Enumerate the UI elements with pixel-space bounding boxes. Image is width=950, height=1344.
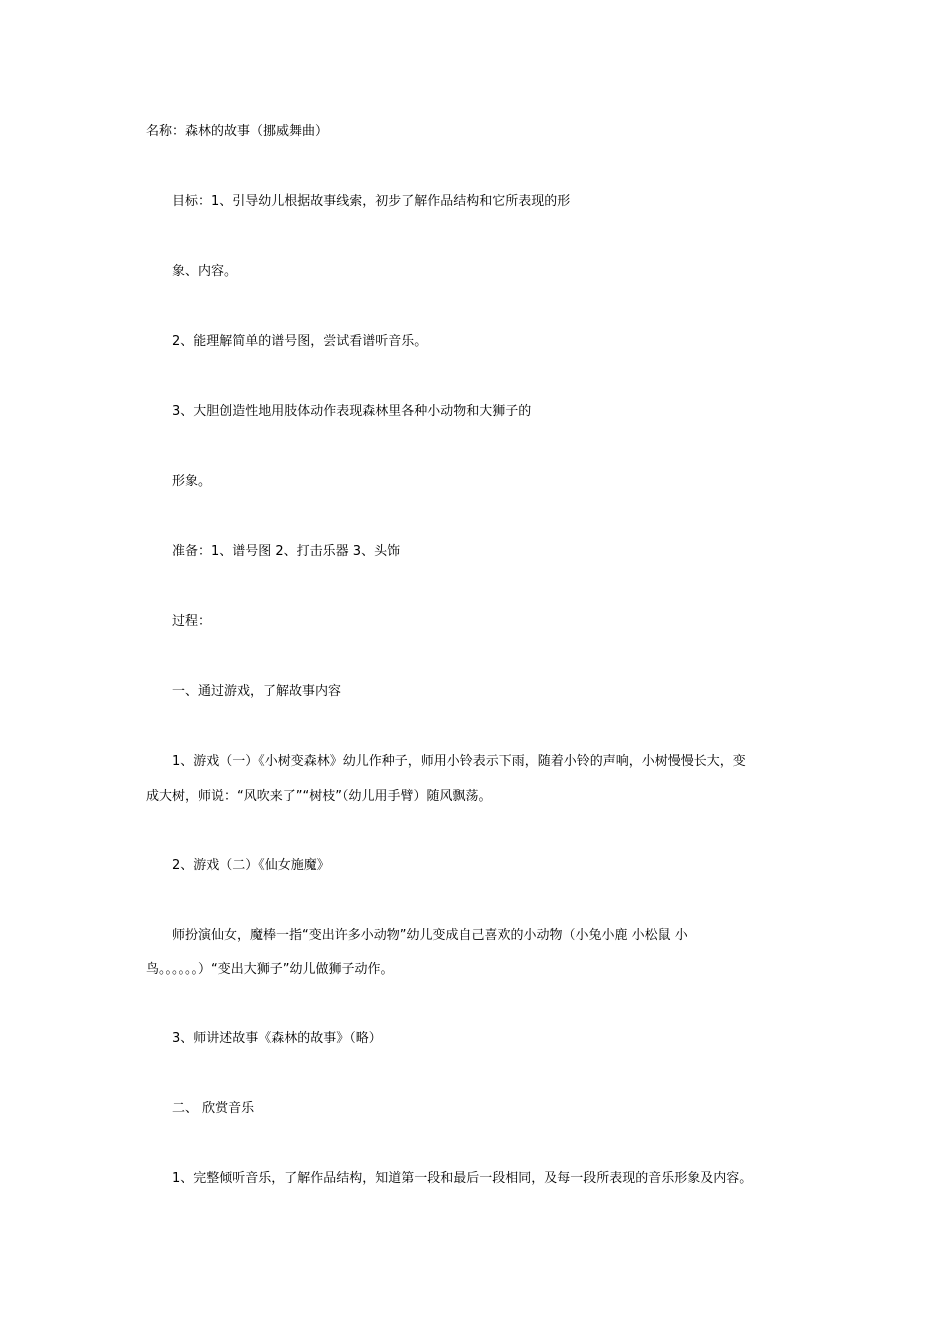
section-1-item-2-line-2: 鸟。。。。。。）“变出大狮子”幼儿做狮子动作。 [146, 962, 394, 977]
section-1-item-1-line-1: 1、游戏（一）《小树变森林》幼儿作种子，师用小铃表示下雨，随着小铃的声响，小树慢慢长大，变 [172, 754, 746, 769]
goal-3-line-1: 3、大胆创造性地用肢体动作表现森林里各种小动物和大狮子的 [172, 404, 532, 419]
goal-1-line-1: 目标：1、引导幼儿根据故事线索，初步了解作品结构和它所表现的形 [172, 194, 571, 209]
document-title: 名称：森林的故事（挪威舞曲） [146, 124, 329, 139]
section-1-item-3: 3、师讲述故事《森林的故事》（略） [172, 1031, 382, 1046]
preparation: 准备：1、谱号图 2、打击乐器 3、头饰 [172, 544, 401, 559]
section-1-item-1-line-2: 成大树，师说：“风吹来了”“树枝”（幼儿用手臂）随风飘荡。 [146, 789, 492, 804]
section-2-heading: 二、 欣赏音乐 [172, 1101, 255, 1116]
goal-2: 2、能理解简单的谱号图，尝试看谱听音乐。 [172, 334, 428, 349]
goal-3-line-2: 形象。 [172, 474, 212, 489]
process-heading: 过程： [172, 614, 212, 629]
section-1-item-2-line-1: 师扮演仙女，魔棒一指“变出许多小动物”幼儿变成自己喜欢的小动物（小兔小鹿 小松鼠 小 [172, 928, 688, 943]
section-1-item-2-heading: 2、游戏（二）《仙女施魔》 [172, 858, 330, 873]
section-1-heading: 一、通过游戏，了解故事内容 [172, 684, 342, 699]
section-2-item-1: 1、完整倾听音乐，了解作品结构，知道第一段和最后一段相同，及每一段所表现的音乐形象及内容。 [172, 1171, 753, 1186]
goal-1-line-2: 象、内容。 [172, 264, 238, 279]
